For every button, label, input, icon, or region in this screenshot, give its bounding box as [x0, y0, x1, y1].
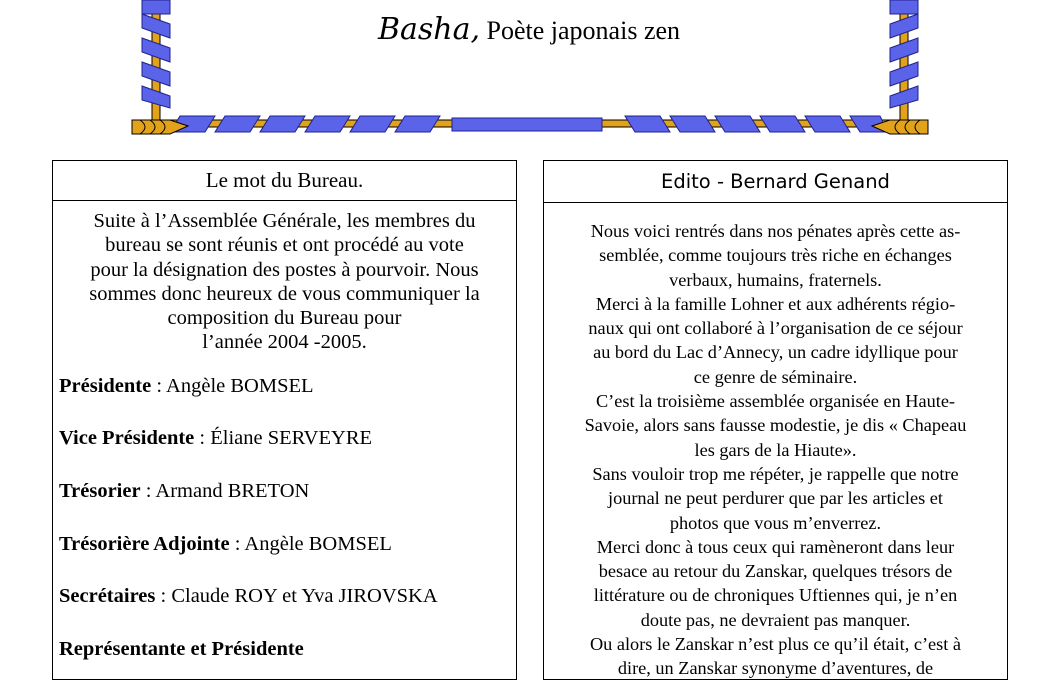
role-title: Trésorière Adjointe	[59, 532, 230, 555]
edito-line: doute pas, ne devraient pas manquer.	[640, 609, 911, 630]
bureau-intro-line: composition du Bureau pour	[167, 307, 402, 330]
bottom-ribbon-icon	[170, 116, 888, 132]
edito-line: Nous voici rentrés dans nos pénates après cette as-	[590, 221, 961, 241]
role-representante	[59, 636, 511, 662]
edito-line: Savoie, alors sans fausse modestie, je dis « Chapeau	[584, 415, 967, 436]
bureau-intro-line: pour la désignation des postes à pourvoir. Nous	[90, 258, 479, 281]
bureau-box	[52, 160, 517, 680]
bureau-intro-line: sommes donc heureux de vous communiquer la	[89, 282, 480, 305]
role-tresoriere-adjointe	[59, 531, 511, 557]
role-holder: : Angèle BOMSEL	[229, 532, 392, 555]
edito-line: au bord du Lac d’Annecy, un cadre idyllique pour	[593, 342, 958, 363]
edito-line: Merci à la famille Lohner et aux adhérents régio-	[595, 293, 956, 314]
bureau-intro-line: bureau se sont réunis et ont procédé au vote	[105, 234, 464, 257]
edito-line: dire, un Zanskar synonyme d’aventures, de	[617, 658, 934, 679]
edito-line: semblée, comme toujours très riche en échanges	[599, 245, 952, 266]
quote-attribution	[0, 8, 1058, 53]
bureau-box-title: Le mot du Bureau.	[53, 161, 516, 201]
edito-line: littérature ou de chroniques Uftiennes qui, je n’en	[593, 585, 958, 606]
edito-line: naux qui ont collaboré à l’organisation de ce séjour	[588, 318, 963, 339]
edito-box-title: Edito - Bernard Genand	[544, 161, 1007, 203]
edito-line: Sans vouloir trop me répéter, je rappelle que notre	[592, 463, 959, 484]
bureau-intro-line: l’année 2004 -2005.	[202, 331, 367, 354]
edito-line: verbaux, humains, fraternels.	[669, 269, 882, 290]
role-presidente	[59, 373, 511, 399]
role-title: Vice Présidente	[59, 427, 195, 450]
role-holder: : Claude ROY et Yva JIROVSKA	[155, 585, 438, 608]
role-holder: : Angèle BOMSEL	[151, 374, 314, 397]
role-title: Trésorier	[59, 479, 141, 502]
edito-line: journal ne peut perdurer que par les articles et	[607, 488, 943, 509]
quote-author-description: Poète japonais zen	[486, 16, 681, 45]
role-title: Présidente	[59, 374, 152, 397]
role-holder: : Armand BRETON	[140, 479, 310, 502]
edito-body	[544, 203, 1007, 680]
bureau-intro-line: Suite à l’Assemblée Générale, les membres du	[93, 210, 476, 232]
bureau-intro	[53, 201, 516, 355]
edito-line: Ou alors le Zanskar n’est plus ce qu’il était, c’est à	[589, 634, 962, 655]
role-vice-presidente	[59, 425, 511, 451]
role-tresorier	[59, 478, 511, 504]
bureau-roles-list	[53, 373, 516, 662]
quote-author: Basha,	[377, 12, 481, 47]
edito-line: les gars de la Hiaute».	[694, 439, 857, 460]
role-title: Secrétaires	[59, 585, 156, 608]
edito-line: ce genre de séminaire.	[693, 366, 858, 387]
role-secretaires	[59, 583, 511, 609]
role-title: Représentante et Présidente	[59, 637, 304, 660]
edito-line: photos que vous m’enverrez.	[669, 512, 882, 533]
edito-line: besace au retour du Zanskar, quelques trésors de	[598, 561, 953, 582]
edito-line: C’est la troisième assemblée organisée en Haute-	[595, 391, 956, 412]
edito-line: Merci donc à tous ceux qui ramèneront dans leur	[596, 536, 955, 557]
edito-box	[543, 160, 1008, 680]
role-holder: : Éliane SERVEYRE	[194, 427, 373, 450]
